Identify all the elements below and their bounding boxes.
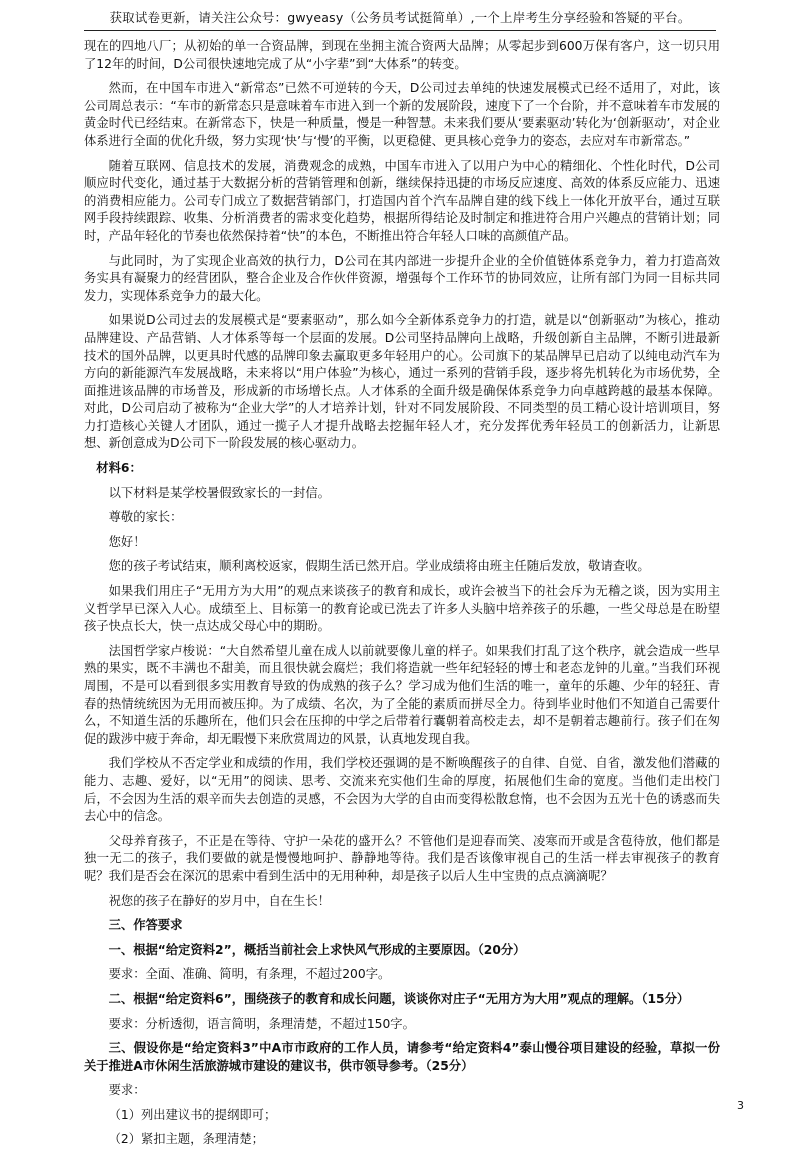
paragraph: 与此同时，为了实现企业高效的执行力，D公司在其内部进一步提升企业的全价值链体系竞争力，着力打造高效务实具有凝聚力的经营团队，整合企业及合作伙伴资源，增强每个工作环节的协同效应，让所有部门为同一目标共同发力，实现体系竞争力的最大化。 <box>84 253 720 303</box>
letter-closing: 祝您的孩子在静好的岁月中，自在生长！ <box>108 893 330 908</box>
material-heading: 材料6： <box>96 461 142 476</box>
letter-salutation: 尊敬的家长： <box>108 510 183 525</box>
paragraph: 然而，在中国车市进入“新常态”已然不可逆转的今天，D公司过去单纯的快速发展模式已经不适用了，对此，该公司周总表示：“车市的新常态只是意味着车市进入到一个新的发展阶段，速度下了一个台阶，并不意味着车市发展的黄金时代已经结束。在新常态下，快是一种质量，慢是一种智慧。未来我们要从‘要素驱动’转化为‘创新驱动’，对企业体系进行全面的优化升级，努力实现‘快’与‘慢’的平衡，以更稳健、更具核心竞争力的姿态，去应对车市新常态。” <box>84 81 720 148</box>
letter-greeting: 您好！ <box>108 534 146 549</box>
letter-paragraph: 您的孩子考试结束，顺利离校返家，假期生活已然开启。学业成绩将由班主任随后发放，敬请查收。 <box>108 559 650 574</box>
paragraph: 现在的四地八厂；从初始的单一合资品牌，到现在坐拥主流合资两大品牌；从零起步到600万保有客户，这一切只用了12年的时间，D公司很快速地完成了从“小字辈”到“大体系”的转变。 <box>84 39 720 71</box>
question-title: 二、根据“给定资料6”，围绕孩子的教育和成长问题，谈谈你对庄子“无用方为大用”观点的理解。（15分） <box>108 991 690 1006</box>
paragraph: 如果说D公司过去的发展模式是“要素驱动”，那么如今全新体系竞争力的打造，就是以“创新驱动”为核心，推动品牌建设、产品营销、人才体系等每一个层面的发展。D公司坚持品牌向上战略，升级创新自主品牌，不断引进最新技术的国外品牌，以更具时代感的品牌印象去赢取更多年轻用户的心。公司旗下的某品牌早已启动了以纯电动汽车为方向的新能源汽车发展战略，未来将以“用户体验”为核心，通过一系列的营销手段，逐步将先机转化为市场优势，全面推进该品牌的市场普及，形成新的市场增长点。人才体系的全面升级是确保体系竞争力向卓越跨越的最基本保障。对此，D公司启动了被称为“企业大学”的人才培养计划，针对不同发展阶段、不同类型的员工精心设计培训项目，努力打造核心关键人才团队，通过一揽子人才提升战略去挖掘年轻人才，充分发挥优秀年轻员工的创新活力，让新思想、新创意成为D公司下一阶段发展的核心驱动力。 <box>84 313 720 451</box>
page-header: 获取试卷更新，请关注公众号：gwyeasy（公务员考试挺简单）,一个上岸考生分享经验和答疑的平台。 <box>109 10 691 25</box>
question-requirement: 要求： <box>108 1083 146 1098</box>
page-number: 3 <box>737 1099 744 1112</box>
letter-paragraph: 我们学校从不否定学业和成绩的作用，我们学校还强调的是不断唤醒孩子的自律、自觉、自省，激发他们潜藏的能力、志趣、爱好，以“无用”的阅读、思考、交流来充实他们生命的厚度，拓展他们生命的宽度。当他们走出校门后，不会因为生活的艰辛而失去创造的灵感，不会因为大学的自由而变得松散怠惰，也不会因为五光十色的诱惑而失去心中的信念。 <box>84 756 720 824</box>
requirement-item: （2）紧扣主题，条理清楚； <box>108 1132 264 1147</box>
question-requirement: 要求：分析透彻，语言简明，条理清楚，不超过150字。 <box>108 1016 415 1031</box>
letter-paragraph: 法国哲学家卢梭说：“大自然希望儿童在成人以前就要像儿童的样子。如果我们打乱了这个秩序，就会造成一些早熟的果实，既不丰满也不甜美，而且很快就会腐烂；我们将造就一些年纪轻轻的博士和老态龙钟的儿童。”当我们环视周围，不是可以看到很多实用教育导致的伪成熟的孩子么？学习成为他们生活的唯一，童年的乐趣、少年的轻狂、青春的热情统统因为无用而被压抑。为了成绩、名次，为了全能的素质而拼尽全力。待到毕业时他们不知道自己需要什么，不知道生活的乐趣所在，他们只会在压抑的中学之后带着行囊朝着高校走去，却不是朝着志趣前行。孩子们在匆促的跋涉中疲于奔命，却无暇慢下来欣赏周边的风景，认真地发现自我。 <box>84 643 720 746</box>
paragraph: 随着互联网、信息技术的发展，消费观念的成熟，中国车市进入了以用户为中心的精细化、个性化时代，D公司顺应时代变化，通过基于大数据分析的营销管理和创新，继续保持迅捷的市场反应速度、高效的体系反应能力、迅速的消费相应能力。公司专门成立了数据营销部门，打造国内首个汽车品牌自建的线下线上一体化开放平台，通过互联网手段持续跟踪、收集、分析消费者的需求变化趋势，根据所得结论及时制定和推进符合用户兴趣点的营销计划；同时，产品年轻化的节奏也依然保持着“快”的本色，不断推出符合年轻人口味的高颜值产品。 <box>84 158 720 243</box>
header-divider <box>84 30 716 31</box>
letter-paragraph: 如果我们用庄子“无用方为大用”的观点来谈孩子的教育和成长，或许会被当下的社会斥为无稽之谈，因为实用主义哲学早已深入人心。成绩至上、目标第一的教育论或已洗去了许多人头脑中培养孩子的乐趣，一些父母总是在盼望孩子快点长大，快一点达成父母心中的期盼。 <box>84 584 720 634</box>
question-title: 三、假设你是“给定资料3”中A市市政府的工作人员，请参考“给定资料4”泰山慢谷项目建设的经验，草拟一份关于推进A市休闲生活旅游城市建设的建议书，供市领导参考。（25分） <box>84 1041 720 1073</box>
question-requirement: 要求：全面、准确、简明，有条理，不超过200字。 <box>108 967 391 982</box>
material-intro: 以下材料是某学校暑假致家长的一封信。 <box>108 485 330 500</box>
letter-paragraph: 父母养育孩子，不正是在等待、守护一朵花的盛开么？不管他们是迎春而笑、凌寒而开或是含苞待放，他们都是独一无二的孩子，我们要做的就是慢慢地呵护、静静地等待。我们是否该像审视自己的生活一样去审视孩子的教育呢？我们是否会在深沉的思索中看到生活中的无用种种，却是孩子以后人生中宝贵的点点滴滴呢？ <box>84 833 720 883</box>
document-body <box>84 38 720 1149</box>
section-heading: 三、作答要求 <box>108 918 183 933</box>
question-title: 一、根据“给定资料2”，概括当前社会上求快风气形成的主要原因。（20分） <box>108 942 526 957</box>
requirement-item: （1）列出建议书的提纲即可； <box>108 1107 277 1122</box>
